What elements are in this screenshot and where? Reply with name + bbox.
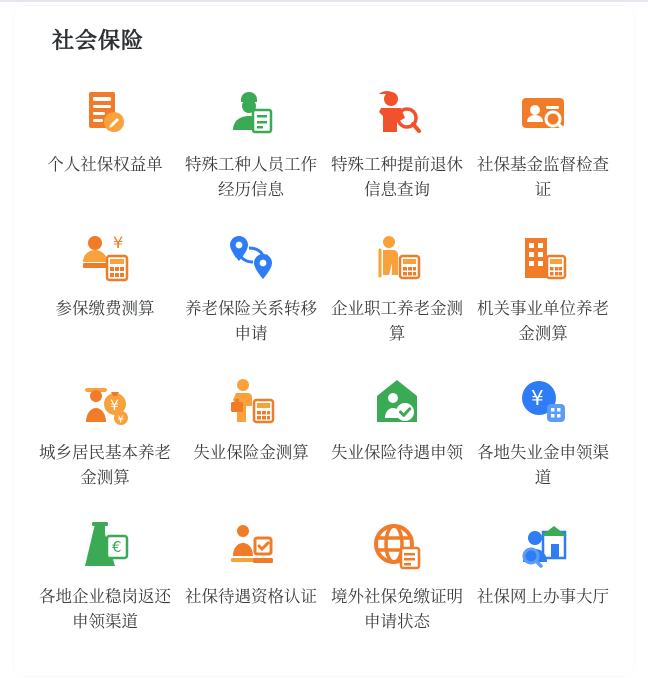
id-card-search-icon xyxy=(512,83,574,145)
service-item-label: 各地失业金申领渠道 xyxy=(477,444,609,487)
service-item-online-service-hall[interactable] xyxy=(470,505,616,641)
factory-euro-icon xyxy=(74,515,136,577)
location-transfer-icon xyxy=(220,227,282,289)
service-item-label: 城乡居民基本养老金测算 xyxy=(39,444,171,487)
service-item-fund-supervision-certificate[interactable] xyxy=(470,73,616,209)
svg-text:¥: ¥ xyxy=(531,386,544,410)
service-item-unemployment-benefit-estimate[interactable] xyxy=(178,361,324,497)
service-item-resident-basic-pension-estimate[interactable] xyxy=(32,361,178,497)
service-item-label: 境外社保免缴证明申请状态 xyxy=(331,588,463,631)
service-item-label: 失业保险待遇申领 xyxy=(331,444,463,462)
service-item-label: 参保缴费测算 xyxy=(55,300,155,318)
svg-text:¥: ¥ xyxy=(117,414,124,426)
service-item-label: 社保网上办事大厅 xyxy=(477,588,609,606)
service-item-label: 特殊工种人员工作经历信息 xyxy=(185,156,317,199)
service-item-special-worktype-early-retirement[interactable] xyxy=(324,73,470,209)
yuan-circle-grid-icon xyxy=(512,371,574,433)
service-item-label: 社保基金监督检查证 xyxy=(477,156,609,199)
service-item-special-worktype-experience[interactable] xyxy=(178,73,324,209)
service-item-label: 特殊工种提前退休信息查询 xyxy=(331,156,463,199)
service-item-label: 企业职工养老金测算 xyxy=(331,300,463,343)
service-item-overseas-exemption-status[interactable] xyxy=(324,505,470,641)
house-person-check-icon xyxy=(366,371,428,433)
farmer-money-icon xyxy=(74,371,136,433)
page-title: 社会保险 xyxy=(52,28,145,53)
service-item-label: 养老保险关系转移申请 xyxy=(185,300,317,343)
service-item-personal-social-security-rights[interactable] xyxy=(32,73,178,209)
elder-calculator-icon xyxy=(366,227,428,289)
service-grid xyxy=(14,73,634,641)
service-item-unemployment-benefit-application[interactable] xyxy=(324,361,470,497)
service-item-label: 失业保险金测算 xyxy=(193,444,309,462)
service-item-regional-unemployment-channels[interactable] xyxy=(470,361,616,497)
service-item-label: 各地企业稳岗返还申领渠道 xyxy=(39,588,171,631)
worker-document-icon xyxy=(220,83,282,145)
svg-text:¥: ¥ xyxy=(113,233,124,252)
person-house-search-icon xyxy=(512,515,574,577)
person-seal-icon xyxy=(220,515,282,577)
building-calculator-icon xyxy=(512,227,574,289)
service-item-contribution-estimate[interactable] xyxy=(32,217,178,353)
service-item-public-institution-pension-estimate[interactable] xyxy=(470,217,616,353)
globe-document-icon xyxy=(366,515,428,577)
worker-search-icon xyxy=(366,83,428,145)
person-briefcase-calculator-icon xyxy=(220,371,282,433)
service-item-label: 社保待遇资格认证 xyxy=(185,588,317,606)
service-item-job-stabilization-refund-channels[interactable] xyxy=(32,505,178,641)
service-item-benefit-qualification-authentication[interactable] xyxy=(178,505,324,641)
service-item-enterprise-pension-estimate[interactable] xyxy=(324,217,470,353)
service-item-label: 个人社保权益单 xyxy=(47,156,163,174)
svg-text:€: € xyxy=(112,538,122,556)
document-pen-icon xyxy=(74,83,136,145)
svg-text:¥: ¥ xyxy=(110,398,119,414)
social-insurance-panel xyxy=(14,6,634,676)
service-item-pension-transfer-application[interactable] xyxy=(178,217,324,353)
service-item-label: 机关事业单位养老金测算 xyxy=(477,300,609,343)
person-money-calculator-icon xyxy=(74,227,136,289)
